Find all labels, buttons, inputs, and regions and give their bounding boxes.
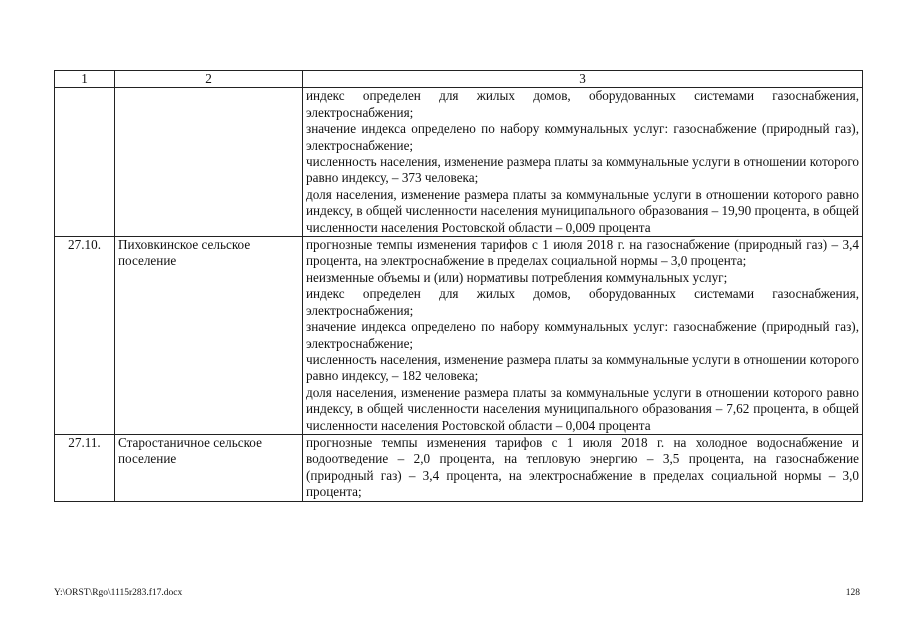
description-line: доля населения, изменение размера платы за коммунальные услуги в отношении которого равно индексу, в общей численности населения муниципального образования – 19,90 процента, в общей численности населения Ростовской области – 0,009 процента: [306, 186, 859, 235]
description-line: численность населения, изменение размера платы за коммунальные услуги в отношении которого равно индексу, – 373 человека;: [306, 154, 859, 186]
table-row: [55, 88, 863, 237]
row-description: [303, 434, 863, 501]
table-row: [55, 237, 863, 435]
footer-page-number: 128: [845, 588, 860, 598]
document-table: [54, 70, 863, 502]
description-line: прогнозные темпы изменения тарифов с 1 июля 2018 г. на газоснабжение (природный газ) – 3,4 процента, на электроснабжение в пределах социальной нормы – 3,0 процента;: [306, 237, 859, 269]
table-row: [55, 434, 863, 501]
header-col-3: 3: [303, 71, 863, 88]
description-line: неизменные объемы и (или) нормативы потребления коммунальных услуг;: [306, 269, 728, 285]
description-line: индекс определен для жилых домов, оборудованных системами газоснабжения, электроснабжения;: [306, 286, 859, 318]
header-col-1: 1: [55, 71, 115, 88]
table-header-row: [55, 71, 863, 88]
settlement-name: Пиховкинское сельское поселение: [115, 237, 303, 435]
description-line: значение индекса определено по набору коммунальных услуг: газоснабжение (природный газ), электроснабжение;: [306, 121, 859, 153]
footer-file-path: Y:\ORST\Rgo\1115r283.f17.docx: [54, 588, 183, 598]
row-description: [303, 237, 863, 435]
description-line: индекс определен для жилых домов, оборудованных системами газоснабжения, электроснабжения;: [306, 88, 859, 120]
description-line: прогнозные темпы изменения тарифов с 1 июля 2018 г. на холодное водоснабжение и водоотведение – 2,0 процента, на тепловую энергию – 3,5 процента, на газоснабжение (природный газ) – 3,4 процента, на электроснабжение в пределах социальной нормы – 3,0 процента;: [306, 434, 859, 500]
description-line: численность населения, изменение размера платы за коммунальные услуги в отношении которого равно индексу, – 182 человека;: [306, 351, 859, 384]
description-line: значение индекса определено по набору коммунальных услуг: газоснабжение (природный газ), электроснабжение;: [306, 319, 859, 351]
row-number: [55, 88, 115, 237]
row-description: [303, 88, 863, 237]
header-col-2: 2: [115, 71, 303, 88]
row-number: 27.10.: [55, 237, 115, 435]
row-number: 27.11.: [55, 434, 115, 501]
description-line: доля населения, изменение размера платы за коммунальные услуги в отношении которого равно индексу, в общей численности населения муниципального образования – 7,62 процента, в общей численности населения Ростовской области – 0,004 процента: [306, 384, 859, 433]
settlement-name: [115, 88, 303, 237]
settlement-name: Старостаничное сельское поселение: [115, 434, 303, 501]
